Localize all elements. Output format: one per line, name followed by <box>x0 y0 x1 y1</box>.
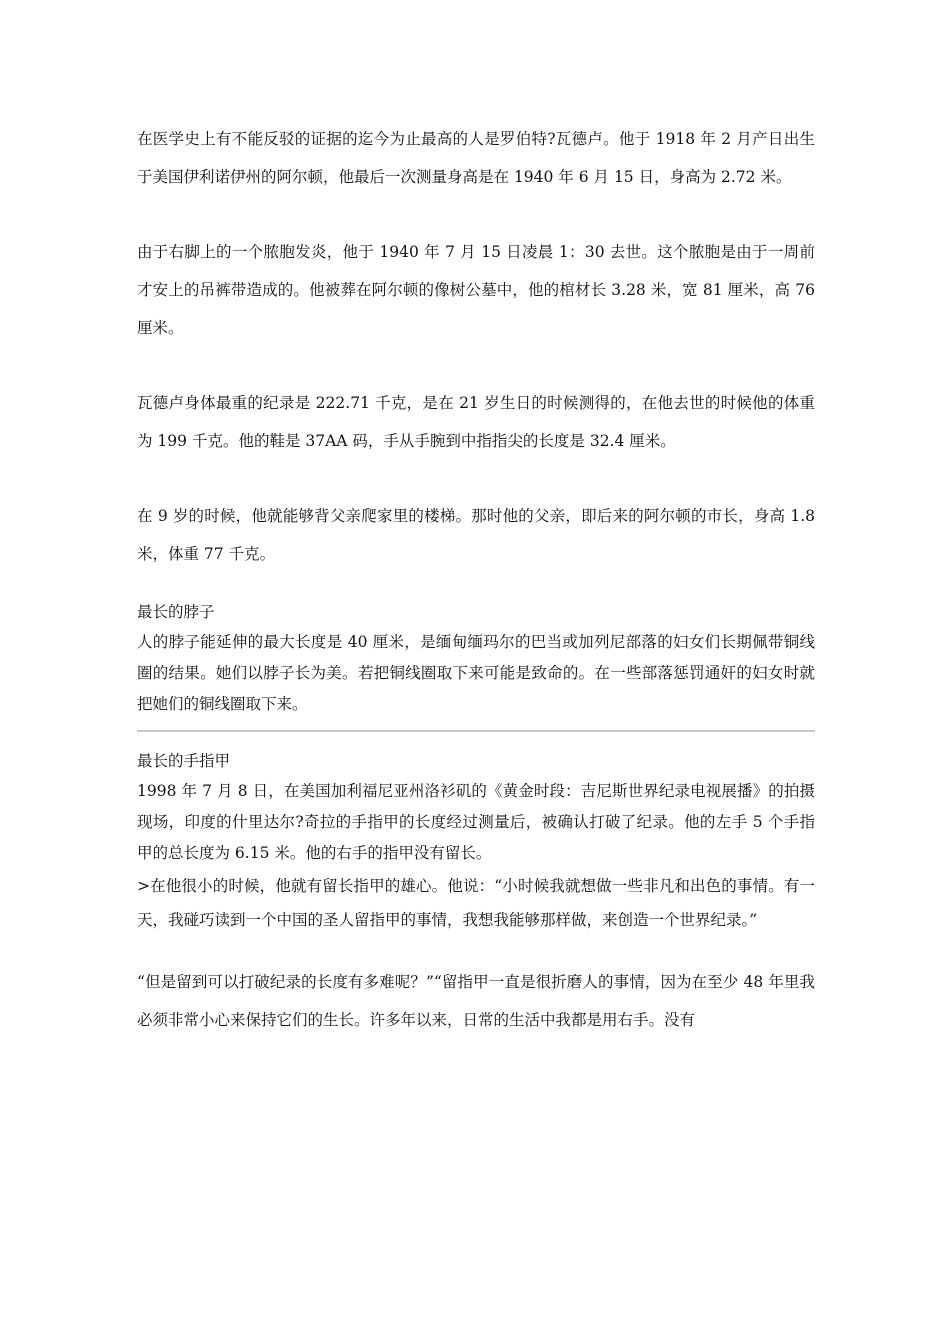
paragraph-spacer <box>137 460 815 497</box>
paragraph-spacer <box>137 573 815 591</box>
section-body-neck: 人的脖子能延伸的最大长度是 40 厘米，是缅甸缅玛尔的巴当或加列尼部落的妇女们长期佩带铜线圈的结果。她们以脖子长为美。若把铜线圈取下来可能是致命的。在一些部落惩罚通奸的妇女时就把她们的铜线圈取下来。 <box>137 633 815 713</box>
paragraph-death: 由于右脚上的一个脓胞发炎，他于 1940 年 7 月 15 日凌晨 1：30 去世。这个脓胞是由于一周前才安上的吊裤带造成的。他被葬在阿尔顿的像树公墓中，他的棺材长 3.28 米，宽 81 厘米，高 76 厘米。 <box>137 243 815 337</box>
document-page <box>137 120 815 1039</box>
paragraph-weight: 瓦德卢身体最重的纪录是 222.71 千克，是在 21 岁生日的时候测得的，在他去世的时候他的体重为 199 千克。他的鞋是 37AA 码，手从手腕到中指指尖的长度是 32.4 厘米。 <box>137 394 815 450</box>
paragraph-continuation: “但是留到可以打破纪录的长度有多难呢？”“留指甲一直是很折磨人的事情，因为在至少 48 年里我必须非常小心来保持它们的生长。许多年以来，日常的生活中我都是用右手。没有 <box>137 973 815 1029</box>
section-quote-nails: >在他很小的时候，他就有留长指甲的雄心。他说：“小时候我就想做一些非凡和出色的事情。有一天，我碰巧读到一个中国的圣人留指甲的事情，我想我能够那样做，来创造一个世界纪录。” <box>137 877 815 929</box>
paragraph-childhood: 在 9 岁的时候，他就能够背父亲爬家里的楼梯。那时他的父亲，即后来的阿尔顿的市长，身高 1.8 米，体重 77 千克。 <box>137 507 815 563</box>
paragraph-spacer <box>137 347 815 384</box>
section-body-nails: 1998 年 7 月 8 日，在美国加利福尼亚州洛衫矶的《黄金时段：吉尼斯世界纪录电视展播》的拍摄现场，印度的什里达尔?奇拉的手指甲的长度经过测量后，被确认打破了纪录。他的左手 5 个手指甲的总长度为 6.15 米。他的右手的指甲没有留长。 <box>137 782 815 862</box>
paragraph-tallest-man: 在医学史上有不能反驳的证据的迄今为止最高的人是罗伯特?瓦德卢。他于 1918 年 2 月产日出生于美国伊利诺伊州的阿尔顿，他最后一次测量身高是在 1940 年 6 月 15 日，身高为 2.72 米。 <box>137 130 815 186</box>
section-divider <box>137 730 815 732</box>
section-heading-neck: 最长的脖子 <box>137 603 215 621</box>
paragraph-spacer <box>137 937 815 963</box>
paragraph-spacer <box>137 196 815 233</box>
section-heading-nails: 最长的手指甲 <box>137 752 231 770</box>
